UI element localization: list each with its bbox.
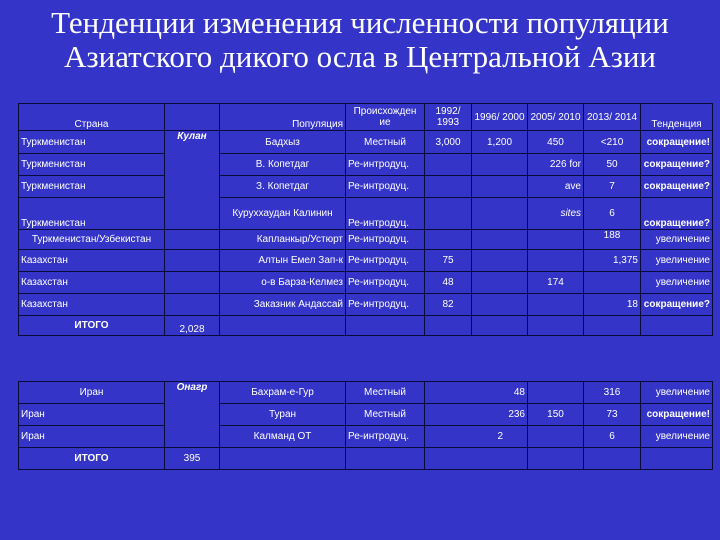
header-1992: 1992/ 1993: [425, 104, 472, 131]
trend-badge: сокращение?: [641, 294, 713, 316]
table-row: Казахстан о-в Барза-Келмез Ре-интродуц. 48 174 увеличение: [19, 272, 713, 294]
trend-badge: увеличение: [641, 272, 713, 294]
trend-badge: увеличение: [641, 230, 713, 250]
table-row: Казахстан Алтын Емел Зап-к Ре-интродуц. 75 1,375 увеличение: [19, 250, 713, 272]
total-label: ИТОГО: [19, 316, 165, 336]
table-header-row: [19, 104, 713, 131]
subspecies-label-onager: Онагр: [165, 382, 220, 448]
trend-badge: увеличение: [641, 382, 713, 404]
header-population: Популяция: [220, 104, 346, 131]
trend-badge: сокращение!: [641, 131, 713, 154]
trend-badge: увеличение: [641, 250, 713, 272]
subspecies-label-kulan: Кулан: [165, 131, 220, 230]
slide-title-line-2: Азиатского дикого осла в Центральной Азии: [63, 39, 657, 74]
header-2013: 2013/ 2014: [584, 104, 641, 131]
onager-population-table: [18, 381, 713, 470]
header-origin: Происхожден ие: [346, 104, 425, 131]
table-row: Туркменистан В. Копетдаг Ре-интродуц. 226 for 50 сокращение?: [19, 154, 713, 176]
trend-badge: сокращение!: [641, 404, 713, 426]
table-row: Иран Туран Местный 236 150 73 сокращение!: [19, 404, 713, 426]
total-value: 2,028: [165, 316, 220, 336]
header-2005: 2005/ 2010: [528, 104, 584, 131]
table-row: Туркменистан/Узбекистан Капланкыр/Устюрт Ре-интродуц. 188 увеличение: [19, 230, 713, 250]
slide-title: [0, 6, 720, 74]
table-row: Иран Калманд ОТ Ре-интродуц. 2 6 увеличение: [19, 426, 713, 448]
header-trend: Тенденция: [641, 104, 713, 131]
header-1996: 1996/ 2000: [472, 104, 528, 131]
table-row: Туркменистан З. Копетдаг Ре-интродуц. ave 7 сокращение?: [19, 176, 713, 198]
trend-badge: сокращение?: [641, 154, 713, 176]
total-row: [19, 448, 713, 470]
total-value: 395: [165, 448, 220, 470]
kulan-population-table: [18, 103, 713, 336]
header-country: Страна: [19, 104, 165, 131]
table-row: Иран Онагр Бахрам-е-Гур Местный 48 316 увеличение: [19, 382, 713, 404]
trend-badge: увеличение: [641, 426, 713, 448]
trend-badge: сокращение?: [641, 176, 713, 198]
slide-title-line-1: Тенденции изменения численности популяции: [51, 5, 669, 40]
table-row: Казахстан Заказник Андассай Ре-интродуц. 82 18 сокращение?: [19, 294, 713, 316]
table-row: Туркменистан Куруххаудан Калинин Ре-интродуц. sites 6 сокращение?: [19, 198, 713, 230]
total-label: ИТОГО: [19, 448, 165, 470]
total-row: [19, 316, 713, 336]
trend-badge: сокращение?: [641, 198, 713, 230]
table-row: Туркменистан Кулан Бадхыз Местный 3,000 1,200 450 <210 сокращение!: [19, 131, 713, 154]
